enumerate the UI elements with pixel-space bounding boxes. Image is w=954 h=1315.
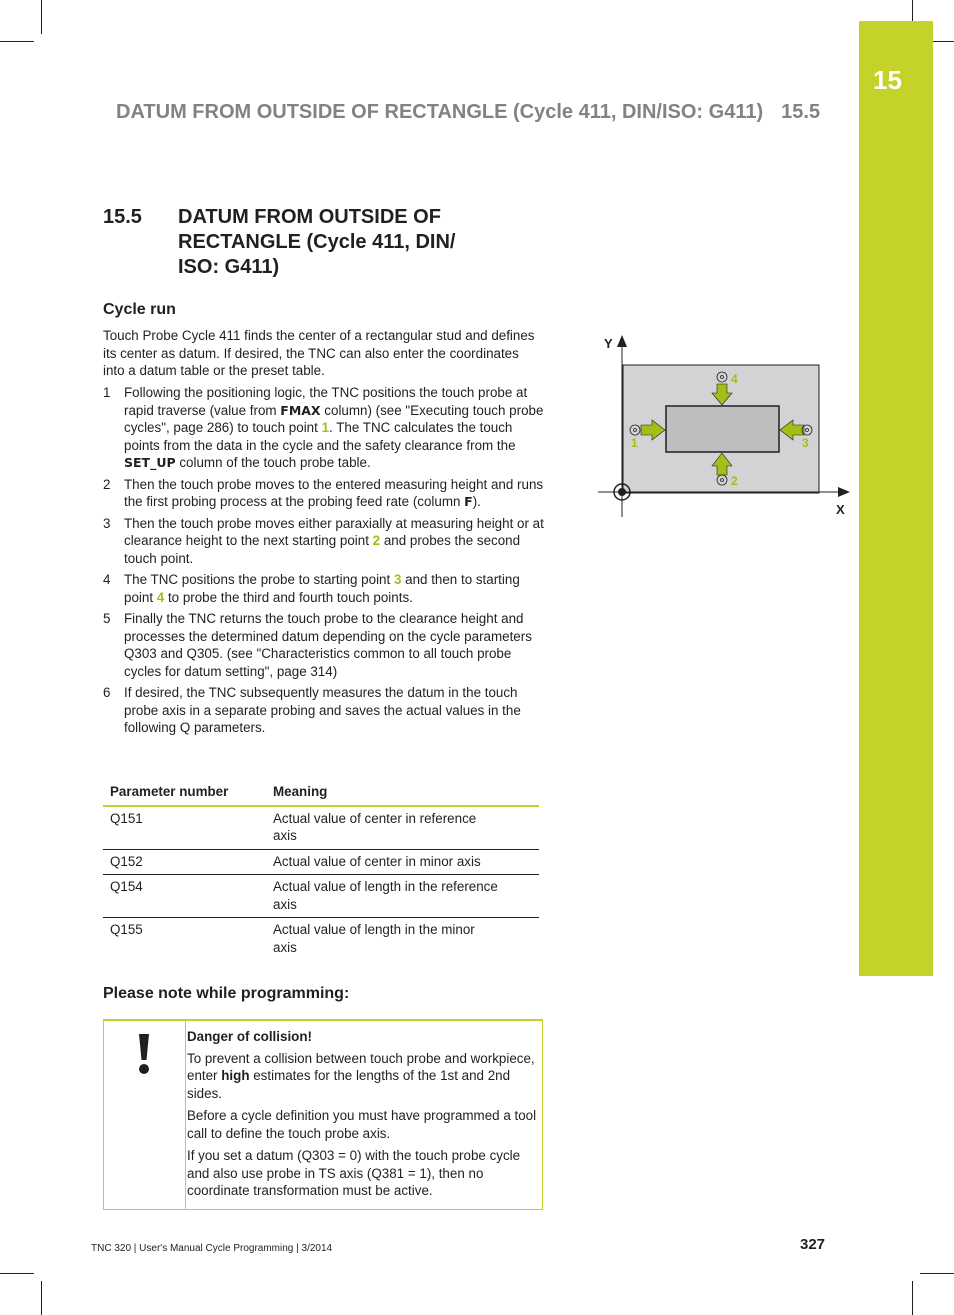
keyword-f: F	[464, 494, 473, 509]
point-ref: 3	[393, 572, 402, 587]
crop-mark	[920, 1273, 954, 1274]
step-number: 4	[103, 572, 111, 587]
step-number: 5	[103, 611, 111, 626]
table-header-row	[103, 781, 539, 806]
keyword-setup: SET_UP	[124, 455, 176, 470]
x-axis-label: X	[836, 502, 845, 517]
rectangular-stud	[666, 406, 779, 452]
table-row	[103, 849, 539, 875]
y-axis-label: Y	[604, 336, 613, 351]
point-label-1: 1	[631, 436, 638, 450]
step-item	[103, 476, 545, 511]
section-number: 15.5	[103, 206, 142, 228]
cycle-run-heading: Cycle run	[103, 301, 176, 318]
table-cell: Q151	[103, 806, 266, 850]
step-text: Following the positioning logic, the TNC positions the touch probe at rapid traverse (value from	[124, 385, 528, 418]
table-row	[103, 875, 539, 918]
section-title-line: ISO: G411)	[178, 256, 280, 278]
warning-content	[187, 1028, 537, 1205]
step-text: If desired, the TNC subsequently measures the datum in the touch probe axis in a separate probing and saves the actual values in the following Q parameters.	[124, 685, 521, 735]
step-item	[103, 515, 545, 568]
step-text: to probe the third and fourth touch points.	[164, 589, 413, 605]
warning-paragraph	[187, 1050, 537, 1103]
crop-mark	[0, 1273, 34, 1274]
table-cell: Q154	[103, 875, 266, 918]
footer-text: TNC 320 | User's Manual Cycle Programming | 3/2014	[91, 1243, 333, 1254]
x-axis-arrow	[838, 487, 850, 497]
crop-mark	[41, 0, 42, 34]
crop-mark	[0, 41, 34, 42]
table-cell: Q155	[110, 922, 143, 937]
step-text: . The TNC calculates the touch points from the data in the cycle and the safety clearance from the	[124, 420, 516, 453]
crop-mark	[41, 1281, 42, 1315]
running-head	[116, 101, 820, 124]
warning-paragraph: Before a cycle definition you must have programmed a tool call to define the touch probe axis.	[187, 1108, 537, 1141]
point-ref: 2	[372, 533, 381, 548]
table-cell: Actual value of center in reference axis	[266, 806, 539, 850]
column-header: Parameter number	[103, 781, 266, 806]
step-text: Then the touch probe moves to the entered measuring height and runs the first probing process at the probing feed rate (column	[124, 476, 544, 509]
parameter-table	[103, 781, 539, 960]
programming-notes-heading: Please note while programming:	[103, 985, 350, 1002]
step-text: and probes the second touch point.	[124, 533, 521, 566]
table-cell: Actual value of length in the minor axis	[273, 922, 475, 955]
warning-paragraph: If you set a datum (Q303 = 0) with the touch probe cycle and also use probe in TS axis (Q381 = 1), then no coordinate transformation must be active.	[187, 1148, 521, 1198]
exclamation-icon	[132, 1031, 156, 1079]
section-title	[178, 205, 478, 280]
chapter-number: 15	[873, 65, 902, 95]
point-ref: 4	[156, 589, 165, 605]
y-axis-arrow	[617, 335, 627, 347]
table-cell: Actual value of length in the reference axis	[266, 875, 539, 918]
running-head-section: 15.5	[781, 101, 821, 123]
probe-diagram	[596, 332, 856, 518]
table-row	[103, 918, 539, 961]
warning-title: Danger of collision!	[187, 1029, 312, 1044]
table-cell: Actual value of center in minor axis	[266, 849, 539, 875]
step-text: column) (see "Executing touch probe cycles", page 286) to touch point	[124, 402, 544, 435]
step-list	[103, 384, 545, 741]
warning-text: estimates for the lengths of the 1st and 2nd sides.	[187, 1068, 511, 1101]
step-text: ).	[472, 494, 481, 509]
warning-box	[103, 1019, 543, 1210]
step-item	[103, 384, 545, 472]
step-number: 6	[103, 685, 111, 700]
step-text: Finally the TNC returns the touch probe to the clearance height and processes the determined datum depending on the cycle parameters Q303 and Q305. (see "Characteristics common to all touch probe cycles for datum setting", page 314)	[124, 611, 532, 679]
step-text: and then to starting point	[124, 572, 520, 605]
step-item	[103, 571, 545, 606]
keyword-fmax: FMAX	[280, 402, 321, 418]
step-item	[103, 684, 545, 737]
step-text: column of the touch probe table.	[175, 455, 371, 470]
chapter-tab	[859, 21, 933, 976]
point-label-3: 3	[802, 436, 809, 450]
emphasis-high: high	[221, 1068, 250, 1083]
table-cell: Q152	[103, 849, 266, 875]
column-header: Meaning	[266, 781, 539, 806]
point-ref: 1	[321, 420, 330, 435]
warning-divider	[185, 1021, 186, 1209]
point-label-2: 2	[731, 474, 738, 488]
intro-paragraph: Touch Probe Cycle 411 finds the center of a rectangular stud and defines its center as datum. If desired, the TNC can also enter the coordinates into a datum table or the preset table.	[103, 328, 535, 378]
step-number: 1	[103, 385, 111, 400]
table-row	[103, 806, 539, 850]
running-head-title: DATUM FROM OUTSIDE OF RECTANGLE (Cycle 411, DIN/ISO: G411)	[116, 101, 764, 123]
warning-text: To prevent a collision between touch probe and workpiece, enter	[187, 1050, 535, 1083]
step-number: 3	[103, 515, 111, 531]
section-title-line: DATUM FROM OUTSIDE OF	[178, 206, 441, 228]
crop-mark	[912, 1281, 913, 1315]
page-number: 327	[800, 1236, 826, 1253]
step-item	[103, 610, 545, 680]
step-text: The TNC positions the probe to starting point	[124, 572, 394, 587]
step-number: 2	[103, 476, 111, 492]
section-title-line: RECTANGLE (Cycle 411, DIN/	[178, 231, 456, 253]
step-text: Then the touch probe moves either paraxially at measuring height or at clearance height to the next starting point	[124, 515, 544, 548]
point-label-4: 4	[731, 372, 738, 386]
